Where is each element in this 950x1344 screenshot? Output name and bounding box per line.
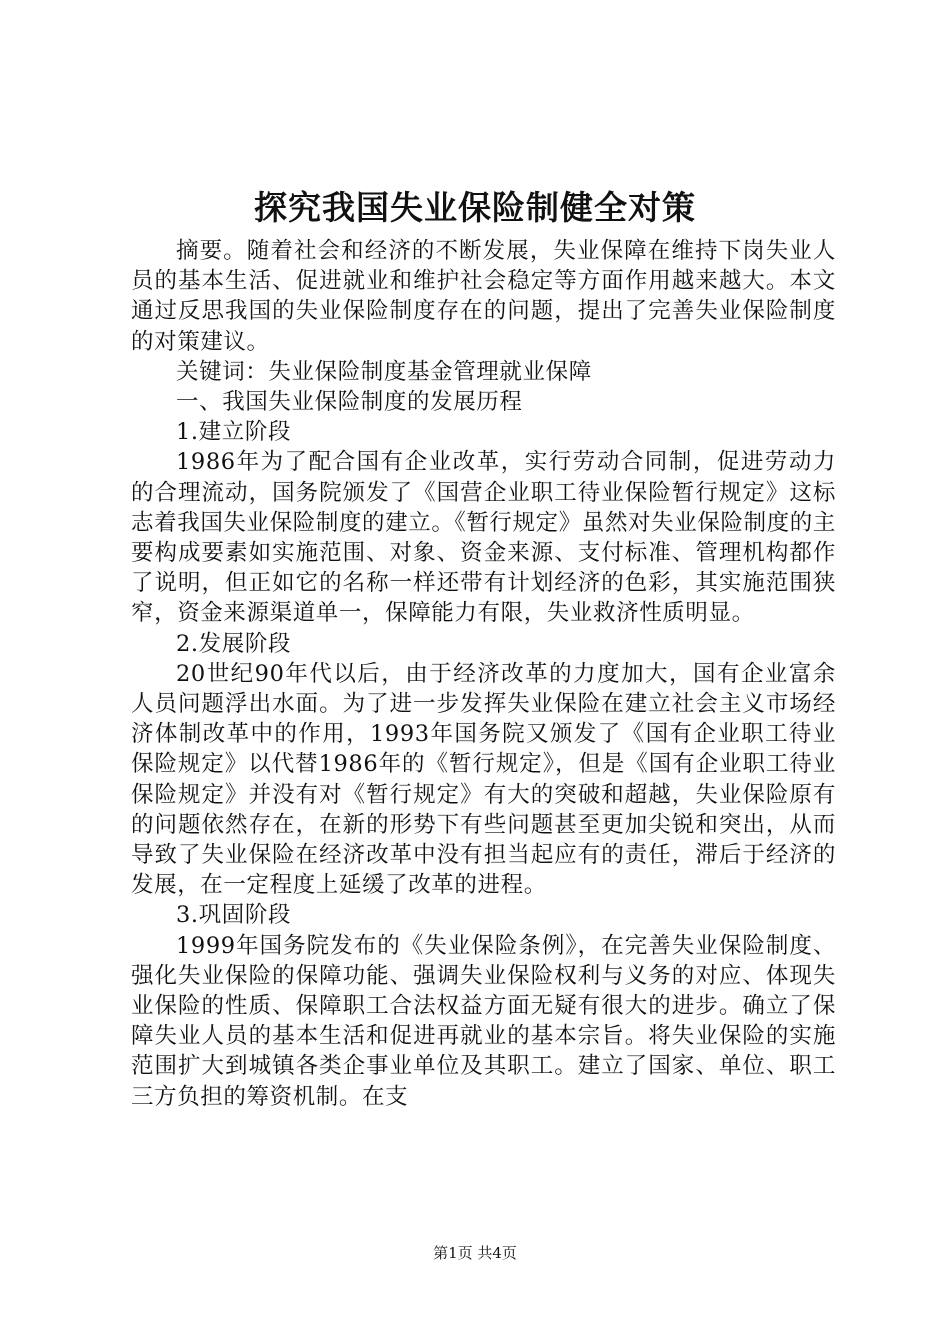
document-title: 探究我国失业保险制健全对策: [254, 188, 696, 227]
subsection-heading: 2.发展阶段: [176, 630, 292, 657]
keywords-paragraph: 关键词：失业保险制度基金管理就业保障: [176, 358, 592, 385]
subsection-heading: 3.巩固阶段: [176, 902, 292, 929]
body-paragraph: 1986年为了配合国有企业改革，实行劳动合同制，促进劳动力的合理流动，国务院颁发了《国营企业职工待业保险暂行规定》这标志着我国失业保险制度的建立。《暂行规定》虽然对失业保险制度的主要构成要素如实施范围、对象、资金来源、支付标准、管理机构都作了说明，但正如它的名称一样还带有计划经济的色彩，其实施范围狭窄，资金来源渠道单一，保障能力有限，失业救济性质明显。: [131, 449, 836, 627]
body-paragraph: 1999年国务院发布的《失业保险条例》，在完善失业保险制度、强化失业保险的保障功能、强调失业保险权利与义务的对应、体现失业保险的性质、保障职工合法权益方面无疑有很大的进步。确立了保障失业人员的基本生活和促进再就业的基本宗旨。将失业保险的实施范围扩大到城镇各类企事业单位及其职工。建立了国家、单位、职工三方负担的筹资机制。在支: [131, 932, 836, 1110]
abstract-paragraph: 摘要。随着社会和经济的不断发展，失业保障在维持下岗失业人员的基本生活、促进就业和维护社会稳定等方面作用越来越大。本文通过反思我国的失业保险制度存在的问题，提出了完善失业保险制度的对策建议。: [131, 238, 836, 355]
section-heading: 一、我国失业保险制度的发展历程: [176, 389, 523, 416]
page-number-footer: 第1页 共4页: [433, 1244, 517, 1262]
document-body: [131, 236, 836, 1112]
body-paragraph: 20世纪90年代以后，由于经济改革的力度加大，国有企业富余人员问题浮出水面。为了进一步发挥失业保险在建立社会主义市场经济体制改革中的作用，1993年国务院又颁发了《国有企业职工待业保险规定》以代替1986年的《暂行规定》，但是《国有企业职工待业保险规定》并没有对《暂行规定》有大的突破和超越，失业保险原有的问题依然存在，在新的形势下有些问题甚至更加尖锐和突出，从而导致了失业保险在经济改革中没有担当起应有的责任，滞后于经济的发展，在一定程度上延缓了改革的进程。: [131, 660, 836, 899]
subsection-heading: 1.建立阶段: [176, 419, 292, 446]
